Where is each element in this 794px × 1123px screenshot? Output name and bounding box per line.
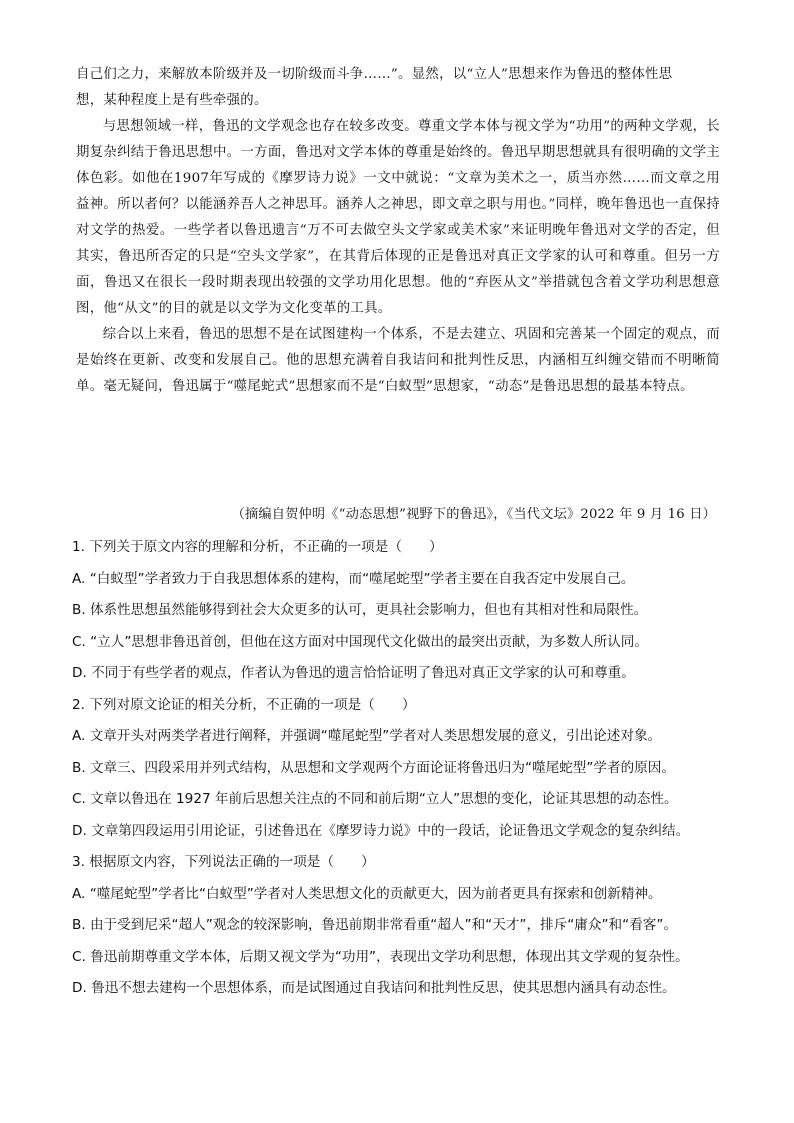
question-2-option-a: A. 文章开头对两类学者进行阐释，并强调“噬尾蛇型”学者对人类思想发展的意义，引出论述对象。 xyxy=(72,728,662,744)
question-list xyxy=(72,532,724,1005)
question-2-stem: 2. 下列对原文论证的相关分析，不正确的一项是（ ） xyxy=(72,696,416,713)
passage-text xyxy=(76,62,720,400)
question-3-option-b: B. 由于受到尼采“超人”观念的较深影响，鲁迅前期非常看重“超人”和“天才”，排斥“庸众”和“看客”。 xyxy=(72,917,677,933)
passage-paragraph-3: 综合以上来看，鲁迅的思想不是在试图建构一个体系，不是去建立、巩固和完善某一个固定的观点，而是始终在更新、改变和发展自己。他的思想充满着自我诘问和批判性反思，内涵相互纠缠交错而不明晰简单。毫无疑问，鲁迅属于“噬尾蛇式”思想家而不是“白蚁型”思想家，“动态”是鲁迅思想的最基本特点。 xyxy=(76,327,720,394)
question-3-option-d: D. 鲁迅不想去建构一个思想体系，而是试图通过自我诘问和批判性反思，使其思想内涵具有动态性。 xyxy=(72,980,676,996)
question-3-option-a: A. “噬尾蛇型”学者比“白蚁型”学者对人类思想文化的贡献更大，因为前者更具有探索和创新精神。 xyxy=(72,885,662,902)
passage-paragraph-1-line-1: 自己们之力，来解放本阶级并及一切阶级而斗争……”。显然，以“立人”思想来作为鲁迅的整体性思 xyxy=(76,67,673,82)
question-1-option-d: D. 不同于有些学者的观点，作者认为鲁迅的遗言恰恰证明了鲁迅对真正文学家的认可和尊重。 xyxy=(72,665,635,681)
question-2-option-b: B. 文章三、四段采用并列式结构，从思想和文学观两个方面论证将鲁迅归为“噬尾蛇型”学者的原因。 xyxy=(72,759,675,776)
question-1-option-c: C. “立人”思想非鲁迅首创，但他在这方面对中国现代文化做出的最突出贡献，为多数人所认同。 xyxy=(72,633,648,650)
question-2-option-d: D. 文章第四段运用引用论证，引述鲁迅在《摩罗诗力说》中的一段话，论证鲁迅文学观念的复杂纠结。 xyxy=(72,822,690,839)
question-3-stem: 3. 根据原文内容，下列说法正确的一项是（ ） xyxy=(72,854,375,870)
passage-paragraph-1-line-2: 想，某种程度上是有些牵强的。 xyxy=(76,93,268,108)
question-3-option-c: C. 鲁迅前期尊重文学本体，后期又视文学为“功用”，表现出文学功利思想，体现出其文学观的复杂性。 xyxy=(72,948,689,965)
question-1-option-a: A. “白蚁型”学者致力于自我思想体系的建构，而“噬尾蛇型”学者主要在自我否定中发展自己。 xyxy=(72,570,635,587)
question-2-option-c: C. 文章以鲁迅在 1927 年前后思想关注点的不同和前后期“立人”思想的变化，论证其思想的动态性。 xyxy=(72,791,678,807)
passage-source-citation: （摘编自贺仲明《“动态思想”视野下的鲁迅》，《当代文坛》2022 年 9 月 16 日） xyxy=(231,507,716,522)
question-1-stem: 1. 下列关于原文内容的理解和分析，不正确的一项是（ ） xyxy=(72,539,443,555)
passage-paragraph-2: 与思想领域一样，鲁迅的文学观念也存在较多改变。尊重文学本体与视文学为“功用”的两种文学观，长期复杂纠结于鲁迅思想中。一方面，鲁迅对文学本体的尊重是始终的。鲁迅早期思想就具有很明确的文学主体色彩。如他在1907年写成的《摩罗诗力说》一文中就说：“文章为美术之一，质当亦然……而文章之用益神。所以者何？以能涵养吾人之神思耳。涵养人之神思，即文章之职与用也。”同样，晚年鲁迅也一直保持对文学的热爱。一些学者以鲁迅遗言“万不可去做空头文学家或美术家”来证明晚年鲁迅对文学的否定，但其实，鲁迅所否定的只是“空头文学家”，在其背后体现的正是鲁迅对真正文学家的认可和尊重。但另一方面，鲁迅又在很长一段时期表现出较强的文学功用化思想。他的“弃医从文”举措就包含着文学功利思想意图，他“从文”的目的就是以文学为文化变革的工具。 xyxy=(76,119,720,316)
question-1-option-b: B. 体系性思想虽然能够得到社会大众更多的认可，更具社会影响力，但也有其相对性和局限性。 xyxy=(72,602,648,618)
